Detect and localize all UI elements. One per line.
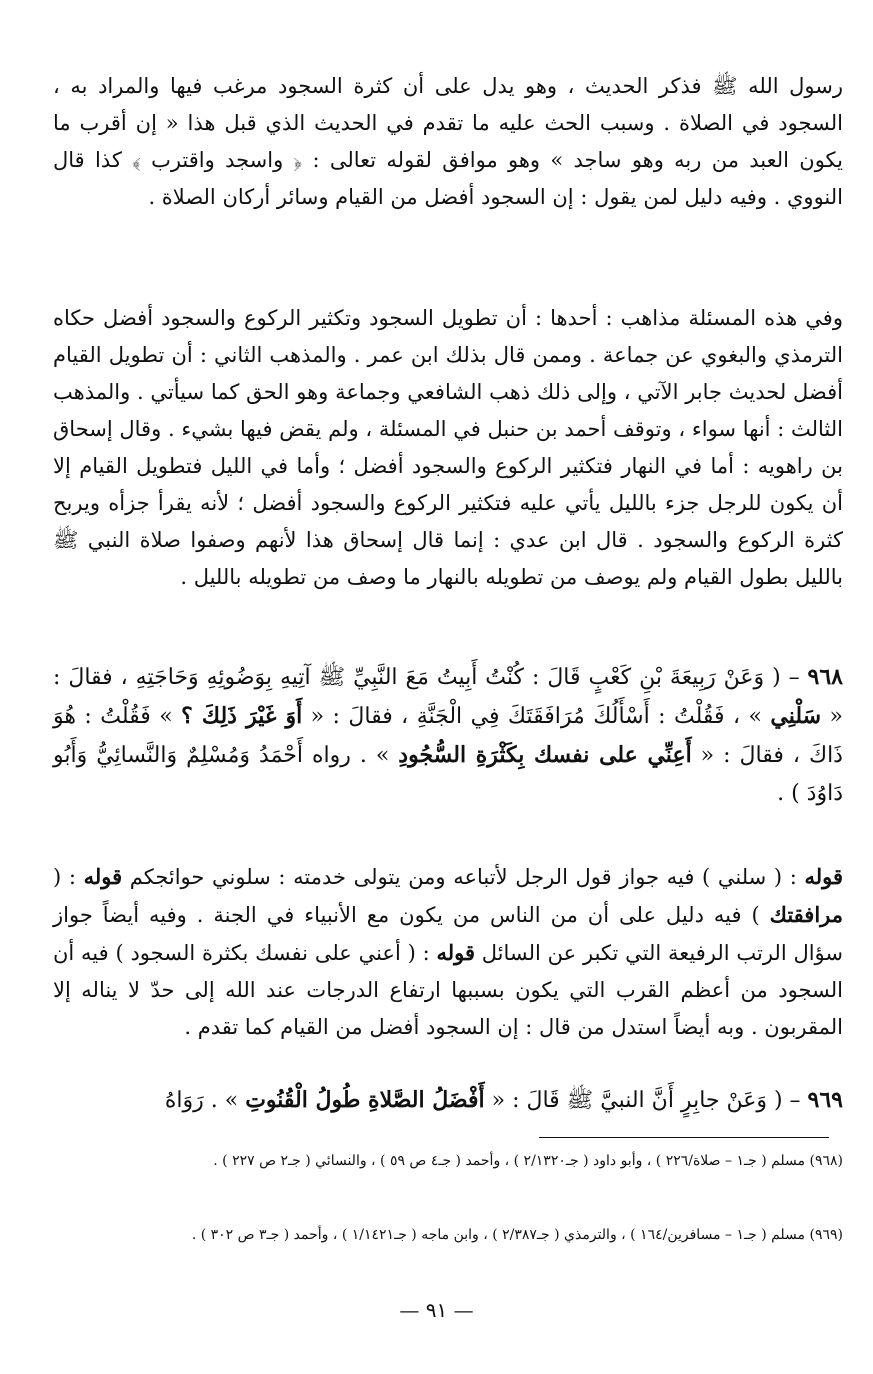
commentary-text: ) فيه دليل على أن من الناس من يكون مع الأنبياء في الجنة . وفيه أيضاً جواز سؤال الرتب الرفيعة التي تكبر عن السائل [53,903,843,965]
qawluhu-label: قوله [804,864,844,889]
hadith-969 [53,1082,843,1119]
hadith-bold-quote: أَفْضَلُ الصَّلاةِ طُولُ الْقُنُوتِ [245,1087,485,1113]
hadith-text: » ، فَقُلْتُ : أَسْأَلُكَ مُرَافَقَتَكَ فِي الْجَنَّةِ ، فقالَ : « [302,704,771,729]
commentary-text: : ( [53,865,84,889]
commentary-bold-word: مرافقتك [769,902,843,927]
paragraph-commentary-968 [53,858,843,1046]
footnote-separator [539,1137,829,1138]
hadith-text: – ( وَعَنْ رَبِيعَةَ بْنِ كَعْبٍ قَالَ : كُنْتُ أَبِيتُ مَعَ النَّبِيِّ ﷺ آتِيهِ بِوَضُوئِهِ وَحَاجَتِهِ ، فقالَ : « [53,665,844,729]
paragraph-commentary-1: رسول الله ﷺ فذكر الحديث ، وهو يدل على أن كثرة السجود مرغب فيها والمراد به ، السجود في الصلاة . وسبب الحث عليه ما تقدم في الحديث الذي قبل هذا « إن أقرب ما يكون العبد من ربه وهو ساجد » وهو موافق لقوله تعالى : ﴿ واسجد واقترب ﴾ كذا قال النووي . وفيه دليل لمن يقول : إن السجود أفضل من القيام وسائر أركان الصلاة . [53,74,843,209]
hadith-bold-quote: سَلْنِي [770,703,822,729]
hadith-number: ٩٦٨ [807,664,843,690]
hadith-bold-quote: أَوَ غَيْرَ ذَلِكَ ؟ [181,703,303,729]
commentary-text: : ( سلني ) فيه جواز قول الرجل لأتباعه ومن يتولى خدمته : سلوني حوائجكم [122,865,805,889]
hadith-text: » . رواه أَحْمَدُ وَمُسْلِمٌ وَالنَّسائِيُّ وَأَبُو دَاوُدَ ) . [53,743,843,806]
hadith-text: – ( وَعَنْ جابِرٍ أَنَّ النبيَّ ﷺ قَالَ : « [484,1088,808,1113]
page-number: — ٩١ — [399,1298,474,1322]
footnote-969: (٩٦٩) مسلم ( جـ١ – مسافرين/١٦٤ ) ، والترمذي ( جـ٢/٣٨٧ ) ، وابن ماجه ( جـ١/١٤٢١ ) ، وأحمد ( جـ٣ ص ٣٠٢ ) . [191,1227,843,1243]
qawluhu-label: قوله [83,864,123,889]
hadith-968 [53,658,843,813]
footnote-968: (٩٦٨) مسلم ( جـ١ – صلاة/٢٢٦ ) ، وأبو داود ( جـ٢/١٣٢٠ ) ، وأحمد ( جـ٤ ص ٥٩ ) ، والنسائي ( جـ٢ ص ٢٢٧ ) . [213,1153,843,1169]
hadith-text: » . رَوَاهُ [164,1088,246,1113]
hadith-number: ٩٦٩ [807,1087,843,1113]
qawluhu-label: قوله [436,940,475,965]
hadith-bold-quote: أَعِنِّي على نفسك بِكَثْرَةِ السُّجُودِ [398,742,692,768]
commentary-text: : ( أعني على نفسك بكثرة السجود ) فيه أن السجود من أعظم القرب التي يكون بسببها ارتفاع الدرجات عند الله إلى حدّ لا يناله إلا المقربون . وبه أيضاً استدل من قال : إن السجود أفضل من القيام كما تقدم . [53,941,843,1039]
paragraph-madhahib: وفي هذه المسئلة مذاهب : أحدها : أن تطويل السجود وتكثير الركوع والسجود أفضل حكاه الترمذي والبغوي عن جماعة . وممن قال بذلك ابن عمر . والمذهب الثاني : أن تطويل القيام أفضل لحديث جابر الآتي ، وإلى ذلك ذهب الشافعي وجماعة وهو الحق كما سيأتي . والمذهب الثالث : أنها سواء ، وتوقف أحمد بن حنبل في المسئلة ، ولم يقض فيها بشيء . وقال إسحاق بن راهويه : أما في النهار فتكثير الركوع والسجود أفضل ؛ وأما في الليل فتطويل القيام إلا أن يكون للرجل جزء بالليل يأتي عليه فتكثير الركوع والسجود أفضل ؛ لأنه يقرأ جزأه ويربح كثرة الركوع والسجود . قال ابن عدي : إنما قال إسحاق هذا لأنهم وصفوا صلاة النبي ﷺ بالليل بطول القيام ولم يوصف من تطويله بالنهار ما وصف من تطويله بالليل . [53,306,843,589]
hadith-text: » فَقُلْتُ : هُوَ ذَاكَ ، فقالَ : « [53,704,843,768]
